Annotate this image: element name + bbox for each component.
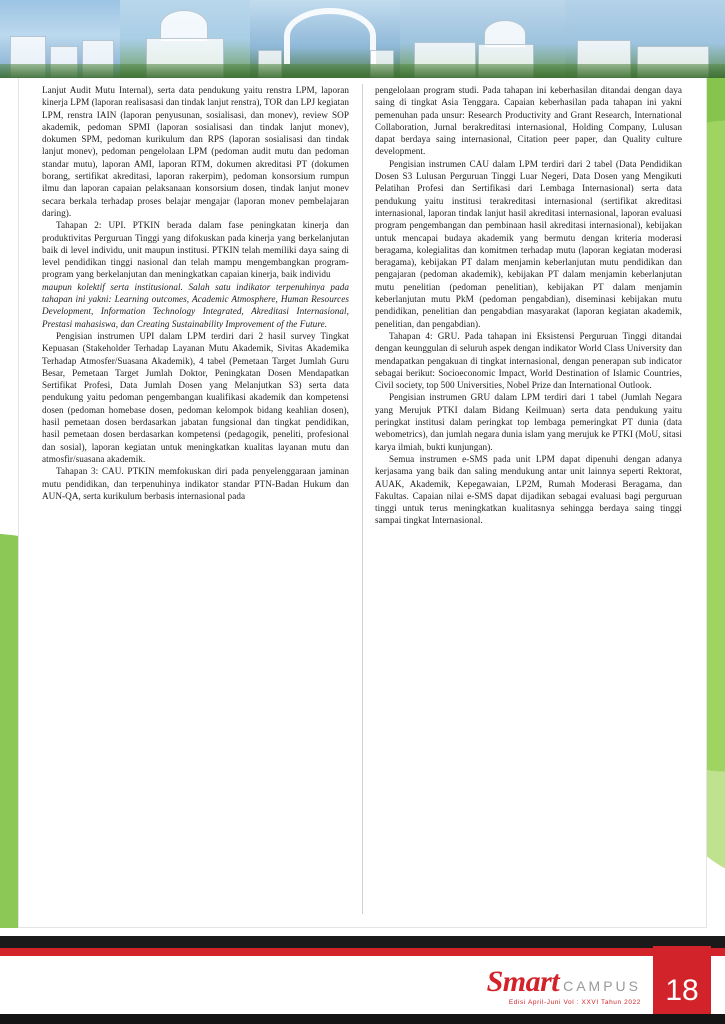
column-divider bbox=[362, 84, 363, 914]
paragraph: Pengisian instrumen UPI dalam LPM terdiri dari 2 hasil survey Tingkat Kepuasan (Stakeholder Terhadap Layanan Mutu Akademik, Sivitas Akademika Terhadap Atmosfer/Suasana Akademik), 4 tabel (Pemetaan Target Jumlah Guru Besar, Pemetaan Target Jumlah Doktor, Peningkatan Dosen Mendapatkan Sertifikat Profesi, Data Jumlah Dosen yang Melanjutkan S3) serta data pendukung yaitu pedoman pengembangan kualifikasi akademik dan kompetensi dosen (pedoman homebase dosen, pedoman kelompok bidang keahlian dosen), hasil pemetaan dosen berdasarkan jabatan fungsional dan tingkat pendidikan, hasil pemetaan dosen berdasarkan kompetensi (pedagogik, peneliti, profesional dan sosial), laporan kegiatan untuk meningkatkan kualitas layanan mutu dan atmosfir/suasana akademik. bbox=[42, 330, 349, 464]
page-footer bbox=[0, 928, 725, 1024]
banner-photo-5 bbox=[565, 0, 725, 78]
paragraph: Semua instrumen e-SMS pada unit LPM dapat dipenuhi dengan adanya kerjasama yang baik dan saling mendukung antar unit lainnya seperti Rektorat, AUAK, Akademik, Kepegawaian, LP2M, Rumah Moderasi Beragama, dan Fakultas. Capaian nilai e-SMS dapat dijadikan sebagai evaluasi bagi perguruan tinggi untuk terus meningkatkan kualitasnya sehingga berdaya saing tinggi sampai tingkat Internasional. bbox=[375, 453, 682, 526]
page-number: 18 bbox=[653, 946, 711, 1014]
paragraph: Tahapan 3: CAU. PTKIN memfokuskan diri pada penyelenggaraan jaminan mutu pendidikan, dan terpenuhinya indikator standar PTN-Badan Hukum dan AUN-QA, serta kurikulum berbasis internasional pada bbox=[42, 466, 349, 501]
paragraph: Pengisian instrumen CAU dalam LPM terdiri dari 2 tabel (Data Pendidikan Dosen S3 Lulusan Perguruan Tinggi Luar Negeri, Data Dosen yang Mengikuti Pelatihan Profesi dan Sertifikasi dari Lembaga Internasional) serta data pendukung yaitu institusi terakreditasi internasional (sertifikat akreditasi internasional, laporan tindak lanjut hasil akreditasi internasional, laporan evaluasi program pengembangan dan pembinaan hasil akreditasi internasional), kebijakan untuk mencapai budaya akademik yang bermutu dengan kriteria moderasi beragama, kolegialitas dan komitmen terhadap mutu (laporan kegiatan moderasi beragama), kebijakan PT dalam menjamin keberlanjutan mutu pendidikan dan pengajaran (pedoman akademik), kebijakan PT dalam menjamin keberlanjutan mutu penelitian (pedoman penelitian), kebijakan PT dalam menjamin keberlanjutan mutu PkM (pedoman pengabdian), diseminasi kebijakan mutu pendidikan, penelitian dan pengabdian masyarakat (laporan kegiatan akademik, penelitian, dan pengabdian). bbox=[375, 158, 682, 329]
banner-photo-4 bbox=[400, 0, 565, 78]
paragraph: Tahapan 4: GRU. Pada tahapan ini Eksistensi Perguruan Tinggi ditandai dengan keunggulan di seluruh aspek dengan indikator World Class University dan mendapatkan pengakuan di tingkat internasional, dengan penerapan sub indicator sebagai berikut: Socioeconomic Impact, World Destination of Islamic Countries, Civil society, top 500 Universities, Nobel Prize dan International Outlook. bbox=[375, 330, 682, 391]
right-column bbox=[375, 84, 682, 914]
brand-primary-text: Smart bbox=[486, 964, 560, 998]
edition-text: Edisi April-Juni Vol : XXVI Tahun 2022 bbox=[508, 998, 641, 1006]
paragraph: maupun kolektif serta institusional. Salah satu indikator terpenuhinya pada tahapan ini yakni: Learning outcomes, Academic Atmosphere, Human Resources Development, Information Technology Integrated, Akreditasi Internasional, Prestasi mahasiswa, dan Creating Sustainability Improvement of the Future. bbox=[42, 281, 349, 329]
banner-photo-1 bbox=[0, 0, 120, 78]
paragraph: Tahapan 2: UPI. PTKIN berada dalam fase peningkatan kinerja dan produktivitas Perguruan Tinggi yang difokuskan pada kinerja yang berkelanjutan baik di level individu, unit maupun institusi. PTKIN telah memiliki daya saing di level pendidikan tinggi nasional dan telah mampu mengembangkan program-program yang berkelanjutan dan meningkatkan capaian kinerja, baik individu bbox=[42, 220, 349, 280]
banner-photo-2 bbox=[120, 0, 250, 78]
banner-photo-3 bbox=[250, 0, 400, 78]
paragraph: Lanjut Audit Mutu Internal), serta data pendukung yaitu renstra LPM, laporan kinerja LPM (laporan realisasasi dan tindak lanjut renstra), TOR dan LPJ kegiatan LPM, renstra IAIN (laporan penyusunan, sosialisasi, dan monev), review SOP akademik, pedoman SPMI (laporan sosialisasi dan tindak lanjut monev), dokumen SPM, pedoman kurikulum dan RPS (laporan sosialisasi dan tindak lanjut monev), pedoman pengelolaan LPM (pedoman audit mutu dan pedoman standar mutu), laporan AMI, laporan RTM, dokumen akreditasi PT (dokumen borang, sertifikat akreditasi, laporan rakerpim), pedoman konsorsium rumpun ilmu dan laporan capaian pelaksanaan konsorsium dosen, tindak lanjut monev secara berkala terhadap proses belajar mengajar (laporan monev pembelajaran daring). bbox=[42, 85, 349, 218]
footer-brand bbox=[486, 964, 641, 1007]
article-body bbox=[42, 84, 682, 914]
header-photo-banner bbox=[0, 0, 725, 78]
left-column bbox=[42, 84, 349, 914]
paragraph: Pengisian instrumen GRU dalam LPM terdiri dari 1 tabel (Jumlah Negara yang Merujuk PTKI dalam Bidang Keilmuan) serta data pendukung yaitu peringkat institusi dalam peringkat top lembaga pemeringkat PT dunia (data webometrics), dan jumlah negara dunia islam yang merujuk ke PTKI (MoU, sitasi karya ilmiah, bukti kunjungan). bbox=[375, 392, 682, 452]
footer-stripe-black bbox=[0, 936, 725, 948]
paragraph: pengelolaan program studi. Pada tahapan ini keberhasilan ditandai dengan daya saing di tingkat Asia Tenggara. Capaian keberhasilan pada tahapan ini yakni pemenuhan pada unsur: Research Productivity and Grant Research, International Collaboration, Jurnal berakreditasi internasional, Holding Company, Lulusan dapat berdaya saing internasional, Citation peer paper, dan Quality culture development. bbox=[375, 85, 682, 157]
brand-secondary-text: CAMPUS bbox=[563, 977, 641, 994]
footer-stripe-red bbox=[0, 948, 725, 956]
footer-stripe-black-bottom bbox=[0, 1014, 725, 1024]
